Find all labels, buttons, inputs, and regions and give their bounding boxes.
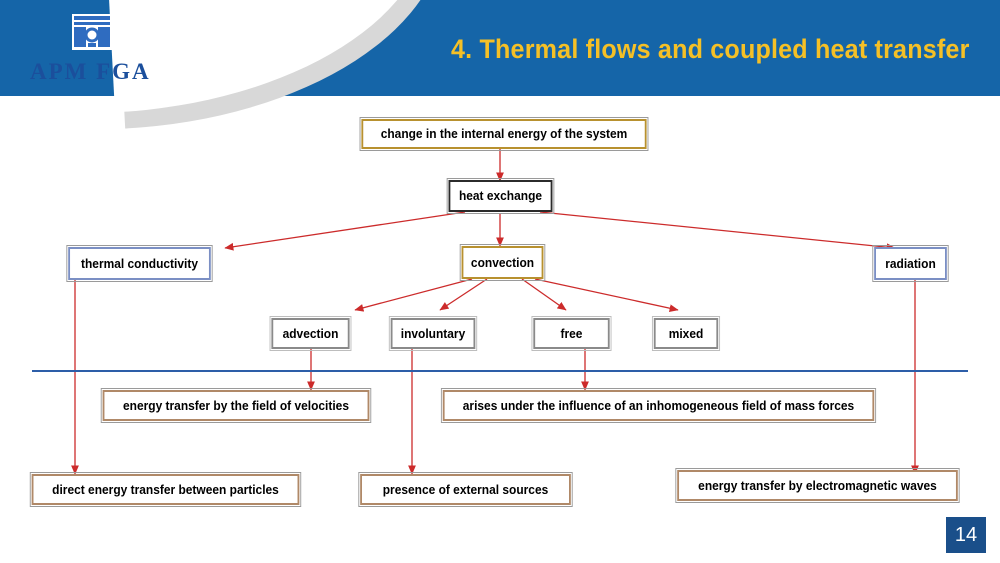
- logo-text: APM FGA: [30, 59, 151, 84]
- section-divider: [32, 370, 968, 372]
- node-label: mixed: [668, 325, 704, 341]
- node-radiation[interactable]: [874, 247, 947, 280]
- node-label: energy transfer by electromagnetic waves: [698, 477, 937, 493]
- node-label: energy transfer by the field of velocities: [122, 397, 349, 413]
- node-label: presence of external sources: [382, 481, 549, 497]
- page-title: 4. Thermal flows and coupled heat transfer: [451, 34, 970, 64]
- page-number-badge: 14: [946, 517, 986, 553]
- logo: [30, 12, 151, 85]
- node-free[interactable]: [533, 318, 609, 349]
- node-inhomogeneous-mass-forces[interactable]: [443, 390, 874, 421]
- node-electromagnetic-waves[interactable]: [677, 470, 958, 501]
- node-thermal-conductivity[interactable]: [68, 247, 211, 280]
- node-energy-transfer-velocities[interactable]: [103, 390, 370, 421]
- node-label: free: [560, 325, 583, 341]
- node-heat-exchange[interactable]: [449, 180, 553, 212]
- node-label: thermal conductivity: [81, 255, 198, 271]
- node-mixed[interactable]: [654, 318, 718, 349]
- diagram-area: [0, 96, 1000, 563]
- node-external-sources[interactable]: [360, 474, 571, 505]
- node-involuntary[interactable]: [391, 318, 476, 349]
- node-advection[interactable]: [271, 318, 349, 349]
- node-label: arises under the influence of an inhomogeneous field of mass forces: [462, 397, 855, 413]
- node-internal-energy[interactable]: [361, 119, 646, 149]
- node-label: involuntary: [400, 325, 466, 341]
- node-label: advection: [282, 325, 339, 341]
- logo-icon: [70, 12, 114, 52]
- node-label: direct energy transfer between particles: [52, 481, 279, 497]
- node-direct-energy-transfer[interactable]: [32, 474, 300, 505]
- node-label: heat exchange: [458, 188, 543, 204]
- node-label: radiation: [885, 255, 936, 271]
- node-label: convection: [470, 254, 535, 270]
- node-convection[interactable]: [462, 246, 544, 279]
- node-label: change in the internal energy of the system: [380, 126, 628, 142]
